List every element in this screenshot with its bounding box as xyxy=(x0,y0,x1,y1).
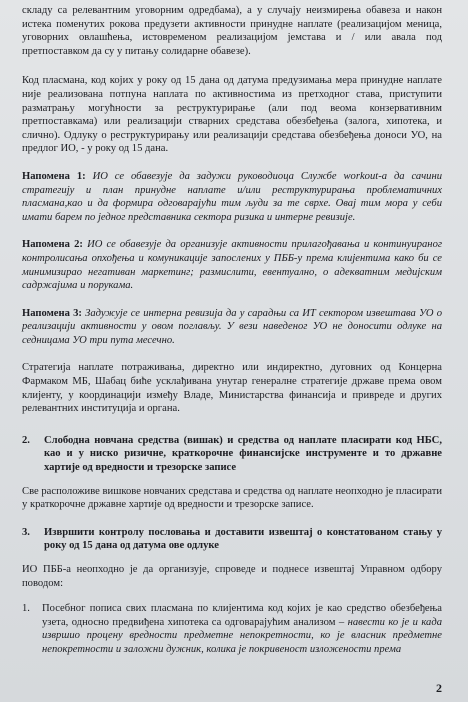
note-1-label: Напомена 1: xyxy=(22,170,86,182)
list-item-1-lead: Посебног пописа свих пласмана по клијентима код којих је као средство обезбеђења узета, односно предвиђена хипотека са одговарајућим анализом – xyxy=(42,603,442,628)
note-3-text: Задужује се интерна ревизија да у сарадњи са ИТ сектором извештава УО о реализацији активности у овом поглављу. У вези наведеног УО не доносити одлуке на седницама УО три пута месечно. xyxy=(22,307,442,346)
list-item-1-number: 1. xyxy=(22,603,30,615)
strategy-paragraph: Стратегија наплате потраживања, директно или индиректно, дуговних од Концерна Фармаком МБ, Шабац биће усклађивана унутар генералне стратегије државе према овом клијенту, у координацији између Владе, Министарства финансија и привреде и других релевантних институција и органа. xyxy=(22,362,442,415)
section-3-number: 3. xyxy=(22,526,30,538)
list-item-1 xyxy=(22,602,442,656)
section-2-title: Слободна новчана средства (вишак) и средства од наплате пласирати код НБС, као и у нискo ризичне, краткорочне финансијске инструменте и то државне хартије од вредности и трезорске записе xyxy=(44,434,442,474)
list-item-1-text xyxy=(42,602,442,656)
page-number: 2 xyxy=(436,681,442,696)
section-3-heading xyxy=(22,526,442,553)
section-2-number: 2. xyxy=(22,434,30,446)
note-2-label: Напомена 2: xyxy=(22,239,83,251)
note-2 xyxy=(22,238,442,292)
note-2-text: ИО се обавезује да организује активности прилагођавања и континуираног контролисања опхођења и комуникације запослених у ПББ-у према клијентима како би се минимизирао негативан маркетинг; размислити, евентуално, о адекватним медијским садржајима и порукама. xyxy=(22,239,442,292)
section-2-body: Све расположиве вишкове новчаних средстава и средства од наплате неопходно је пласирати у краткорочне државне хартије од вредности и трезорске записе. xyxy=(22,485,442,511)
section-3-body: ИО ПББ-а неопходно је да организује, спроведе и поднесе извештај Управном одбору поводом: xyxy=(22,564,442,589)
note-1-text: ИО се обавезује да задужи руководиоца Службе workout-а да сачини стратегију и план принудне наплате и/или реструктурирања проблематичних пласмана,као и да формира одговарајући тим људи за те сврхе. Овај тим мора у себи имати барем по једног представника сектора ризика и интерне ревизије. xyxy=(22,170,442,223)
continuation-paragraph: складу са релевантним уговорним одредбама), а у случају неизмирења обавеза и након истека поменутих рокова предузети активности принудне наплате (реализацијом меница, уговорних овлашћења, истовременом реализацијом јемстава и / или авала под претпоставком да су у питању солидарне обавезе). xyxy=(22,5,442,57)
list-item-1-italic: навести ко је и када извршио процену вредности предметне непокретности, ко је власник предметне непокретности и заложни дужник, колика је покривеност изложености према xyxy=(42,616,443,655)
restructuring-paragraph: Код пласмана, код којих у року од 15 дана од датума предузимања мера принудне наплате није реализована потпуна наплата по активностима из претходног става, приступити разматрању могућности за реструктурирање (али под веома конзервативним претпоставкама) или реализацији стварних средстава обезбеђења (залога, хипотека, и слично). Одлуку о реструктурирању или реализацији средстава обезбеђења доноси УО, на предлог ИО, - у року од 15 дана. xyxy=(22,75,442,155)
section-3-title: Извршити контролу пословања и доставити извештај о констатованом стању у року од 15 дана од датума ове одлуке xyxy=(44,526,442,552)
section-2-heading xyxy=(22,434,442,475)
note-3 xyxy=(22,307,442,348)
note-1 xyxy=(22,170,442,224)
note-3-label: Напомена 3: xyxy=(22,307,82,319)
